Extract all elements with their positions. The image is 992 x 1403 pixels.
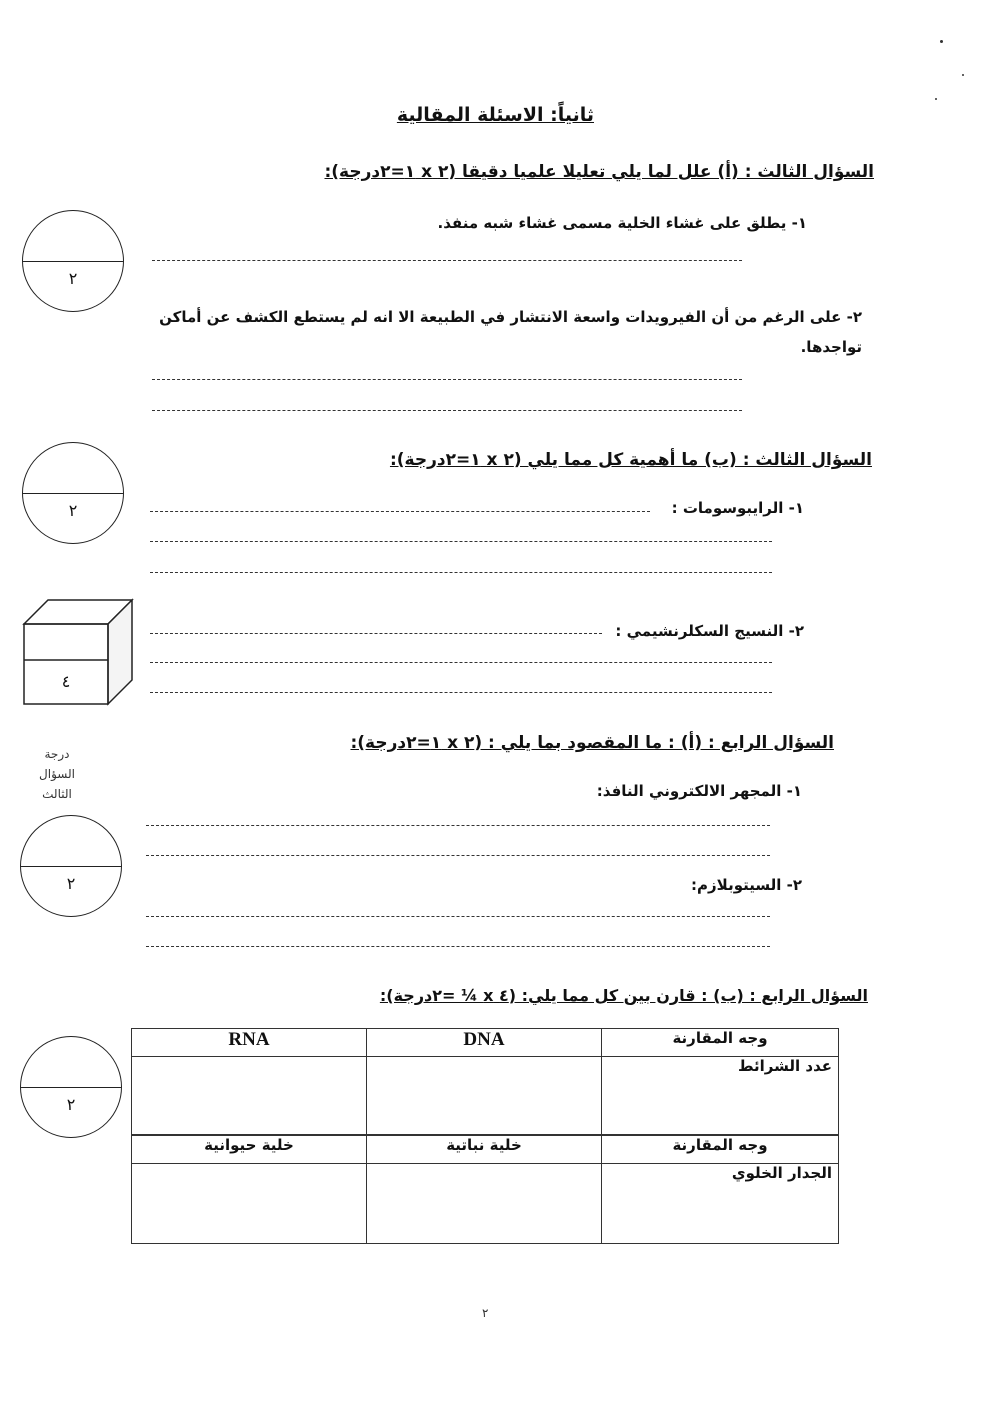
score-circle	[22, 442, 124, 544]
section-title: ثانياً: الاسئلة المقالية	[396, 104, 594, 126]
q3b-item-1: ١- الرايبوسومات :	[671, 499, 804, 517]
q3b-item-2: ٢- النسيج السكلرنشيمي :	[615, 622, 804, 640]
score-box	[22, 598, 134, 710]
q3-total-label: درجة السؤال الثالث	[39, 747, 75, 801]
answer-cell[interactable]	[367, 1057, 602, 1135]
q4a-item-1: ١- المجهر الالكتروني النافذ:	[596, 782, 802, 800]
answer-line[interactable]	[150, 541, 772, 542]
answer-line[interactable]	[150, 692, 772, 693]
header-aspect: وجه المقارنة	[602, 1136, 839, 1164]
score-circle	[20, 815, 122, 917]
q3b-heading: السؤال الثالث : (ب) ما أهمية كل مما يلي (٢ x ١=٢درجة):	[389, 450, 872, 470]
q4a-heading: السؤال الرابع : (أ) : ما المقصود بما يلي : (٢ x ١=٢درجة):	[350, 733, 834, 753]
score-circle	[22, 210, 124, 312]
row-label-strands: عدد الشرائط	[602, 1057, 839, 1135]
row-label-cell-wall: الجدار الخلوي	[602, 1164, 839, 1244]
q3a-item-1: ١- يطلق على غشاء الخلية مسمى غشاء شبه منفذ.	[437, 214, 807, 232]
page-number: ٢	[482, 1306, 489, 1320]
score-value: ٢	[68, 501, 78, 520]
score-box-value: ٤	[61, 672, 71, 691]
header-plant-cell: خلية نباتية	[367, 1136, 602, 1164]
answer-line[interactable]	[150, 633, 602, 634]
score-value: ٢	[66, 874, 76, 893]
q4a-item-2: ٢- السيتوبلازم:	[691, 876, 802, 894]
answer-line[interactable]	[150, 572, 772, 573]
comparison-table-dna-rna	[131, 1028, 839, 1135]
answer-line[interactable]	[146, 825, 770, 826]
answer-line[interactable]	[152, 379, 742, 380]
scan-speck	[935, 98, 937, 100]
answer-line[interactable]	[152, 260, 742, 261]
answer-line[interactable]	[146, 946, 770, 947]
answer-line[interactable]	[150, 511, 650, 512]
q4b-heading: السؤال الرابع : (ب) : قارن بين كل مما يلي: (٤ x ¼ =٢درجة):	[379, 986, 868, 1005]
header-rna: RNA	[132, 1029, 367, 1057]
q3a-item-2: ٢- على الرغم من أن الفيرويدات واسعة الانتشار في الطبيعة الا انه لم يستطع الكشف عن أماكن تواجدها.	[159, 308, 862, 356]
score-value: ٢	[68, 269, 78, 288]
comparison-tables	[131, 1028, 839, 1244]
answer-cell[interactable]	[132, 1164, 367, 1244]
scan-speck	[940, 40, 943, 43]
answer-line[interactable]	[146, 916, 770, 917]
header-dna: DNA	[367, 1029, 602, 1057]
answer-line[interactable]	[150, 662, 772, 663]
header-animal-cell: خلية حيوانية	[132, 1136, 367, 1164]
q3a-heading: السؤال الثالث : (أ) علل لما يلي تعليلا علميا دقيقا (٢ x ١=٢درجة):	[324, 162, 874, 182]
answer-cell[interactable]	[132, 1057, 367, 1135]
comparison-table-cells	[131, 1135, 839, 1244]
answer-line[interactable]	[146, 855, 770, 856]
header-aspect: وجه المقارنة	[602, 1029, 839, 1057]
score-circle	[20, 1036, 122, 1138]
answer-line[interactable]	[152, 410, 742, 411]
score-value: ٢	[66, 1095, 76, 1114]
scan-speck	[962, 74, 964, 76]
answer-cell[interactable]	[367, 1164, 602, 1244]
